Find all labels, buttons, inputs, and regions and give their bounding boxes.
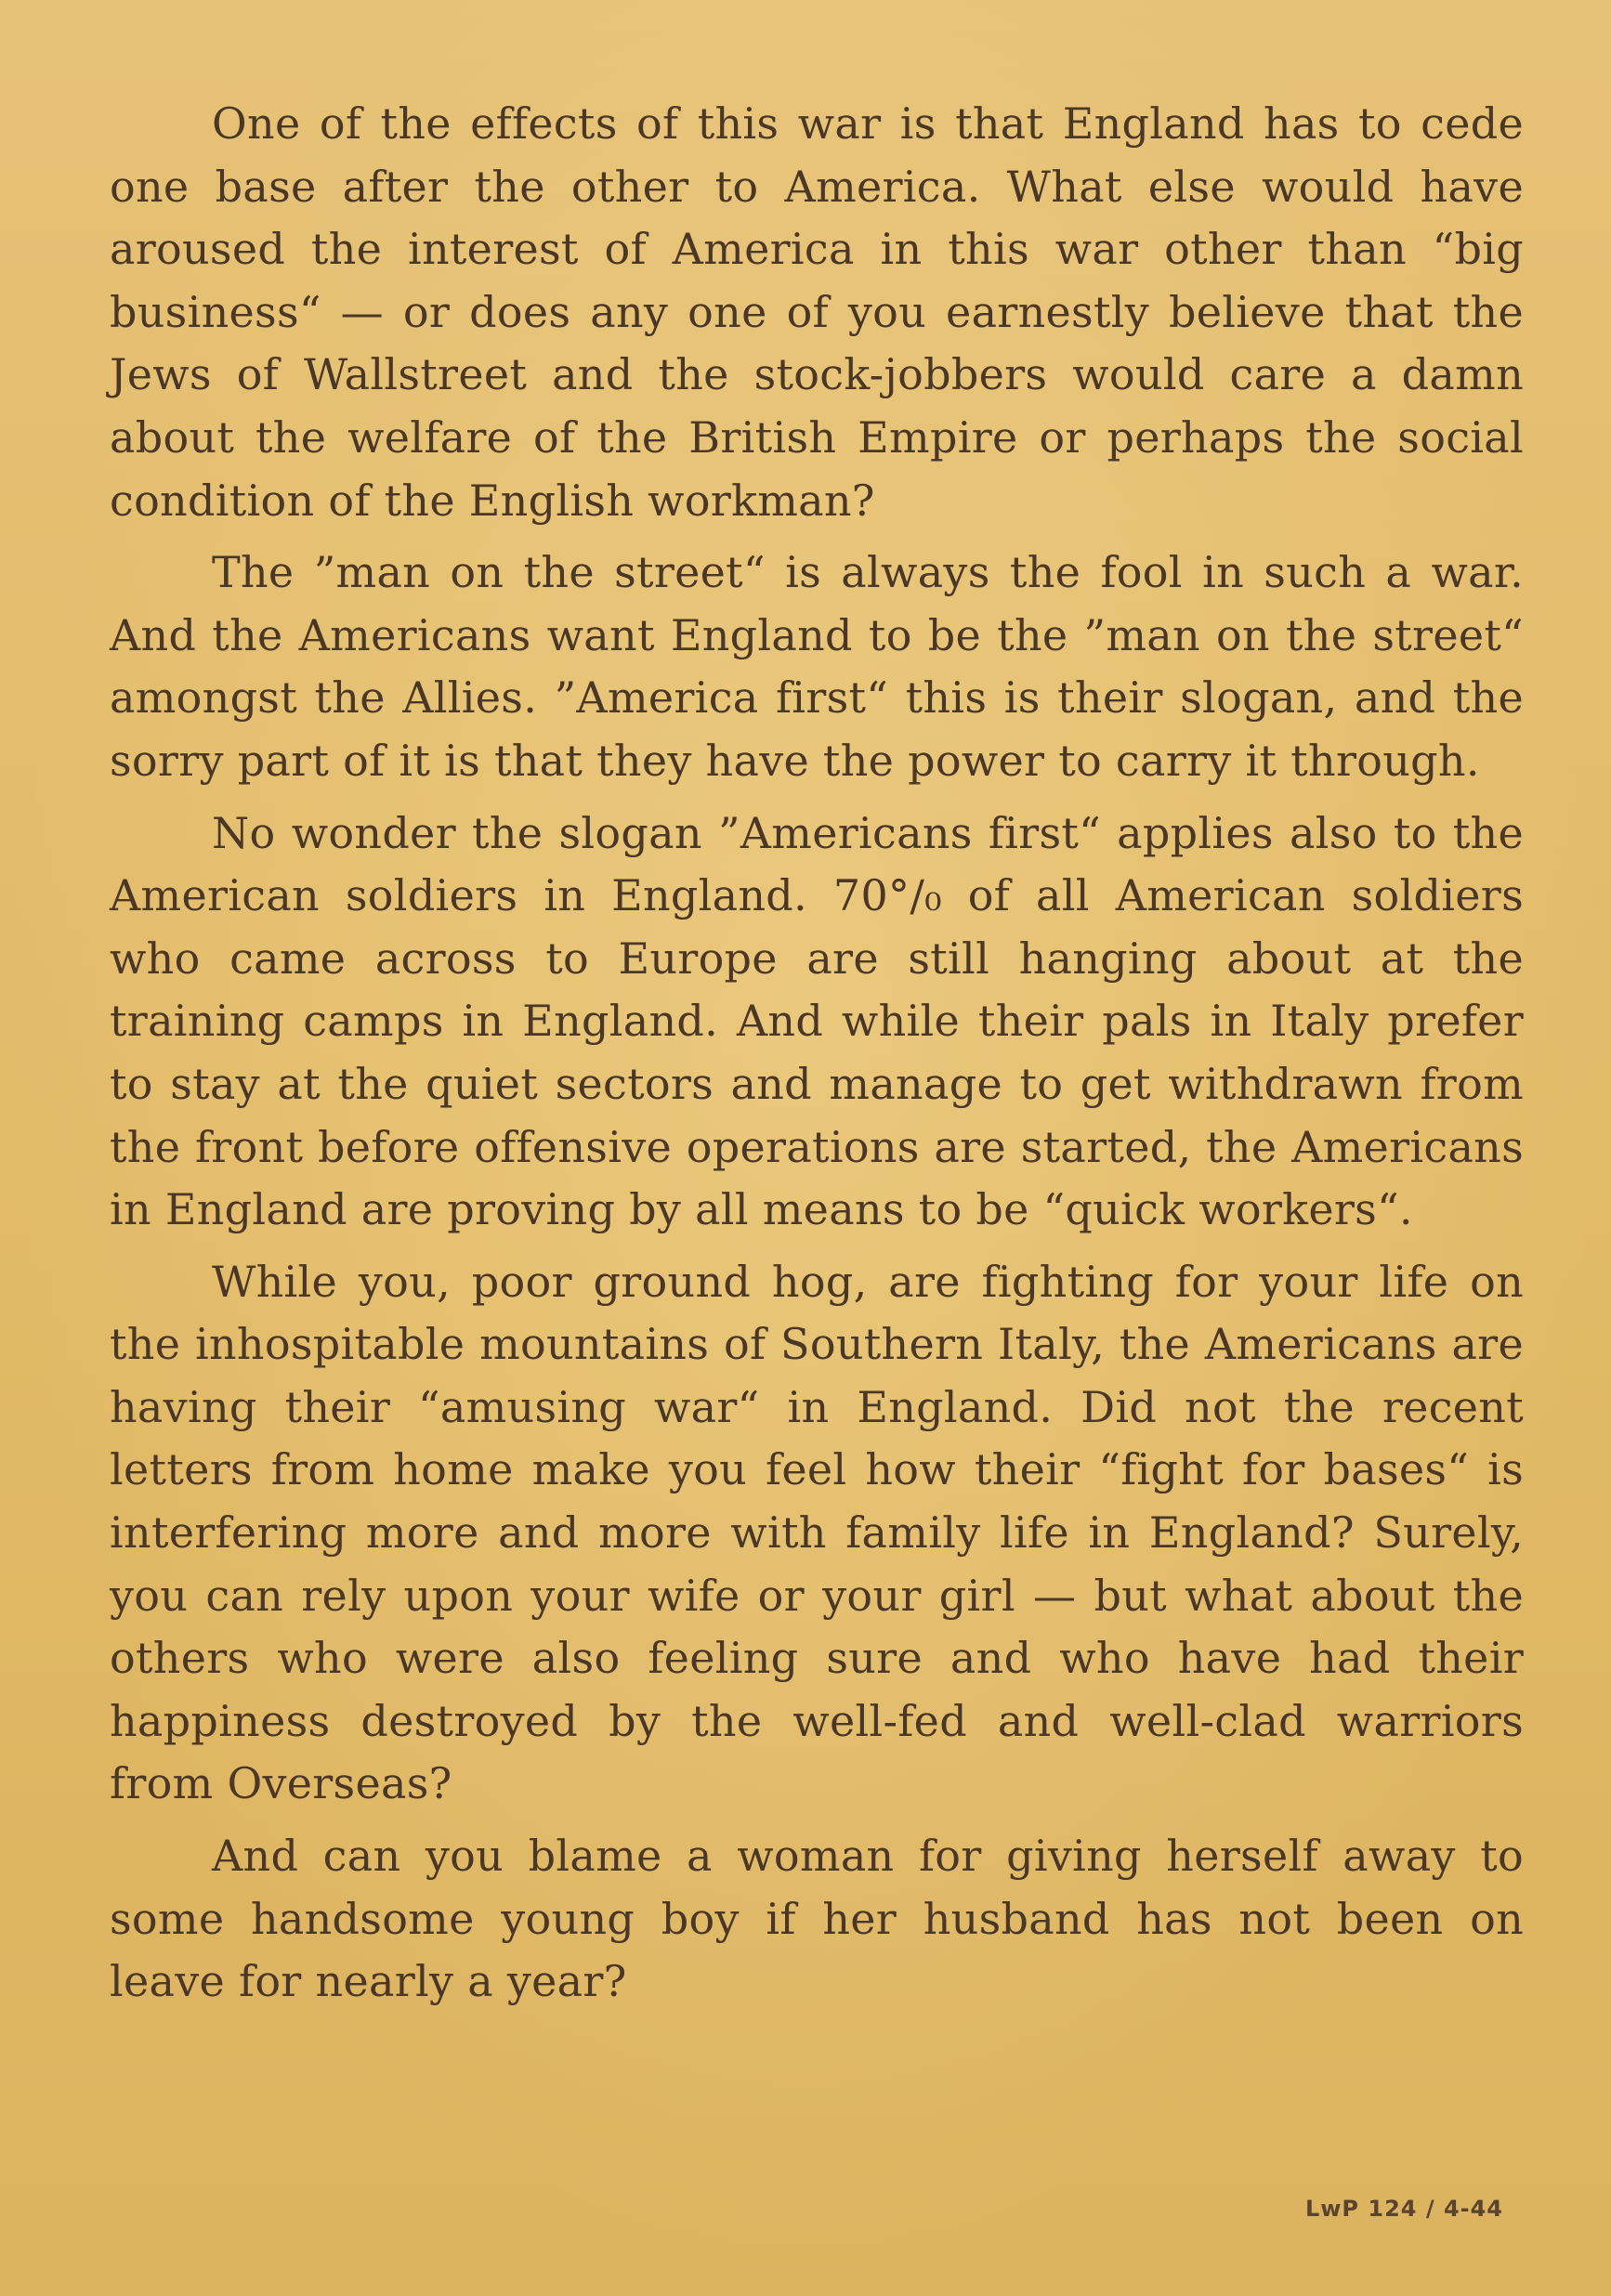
paragraph-3: No wonder the slogan ”Americans first“ applies also to the American soldiers in England. 70°/₀ of all American soldiers who came across to Europe are still hanging about at the training camps in England. And while their pals in Italy prefer to stay at the quiet sectors and manage to get withdrawn from the front before offensive operations are started, the Americans in England are proving by all means to be “quick workers“.	[110, 807, 1524, 1235]
paragraph-1: One of the effects of this war is that England has to cede one base after the other to America. What else would have aroused the interest of America in this war other than “big business“ — or does any one of you earnestly believe that the Jews of Wallstreet and the stock-jobbers would care a damn about the welfare of the British Empire or perhaps the social condition of the English workman?	[110, 98, 1524, 526]
paragraph-5: And can you blame a woman for giving herself away to some handsome young boy if her husband has not been on leave for nearly a year?	[110, 1831, 1524, 2007]
paragraph-4: While you, poor ground hog, are fighting for your life on the inhospitable mountains of Southern Italy, the Americans are having their “amusing war“ in England. Did not the recent letters from home make you feel how their “fight for bases“ is interfering more and more with family life in England? Surely, you can rely upon your wife or your girl — but what about the others who were also feeling sure and who have had their happiness destroyed by the well-fed and well-clad warriors from Overseas?	[110, 1256, 1524, 1809]
print-code: LwP 124 / 4-44	[1304, 2196, 1503, 2222]
body-text	[110, 93, 1524, 2023]
paragraph-2: The ”man on the street“ is always the fool in such a war. And the Americans want England to be the ”man on the street“ amongst the Allies. ”America first“ this is their slogan, and the sorry part of it is that they have the power to carry it through.	[110, 547, 1524, 786]
